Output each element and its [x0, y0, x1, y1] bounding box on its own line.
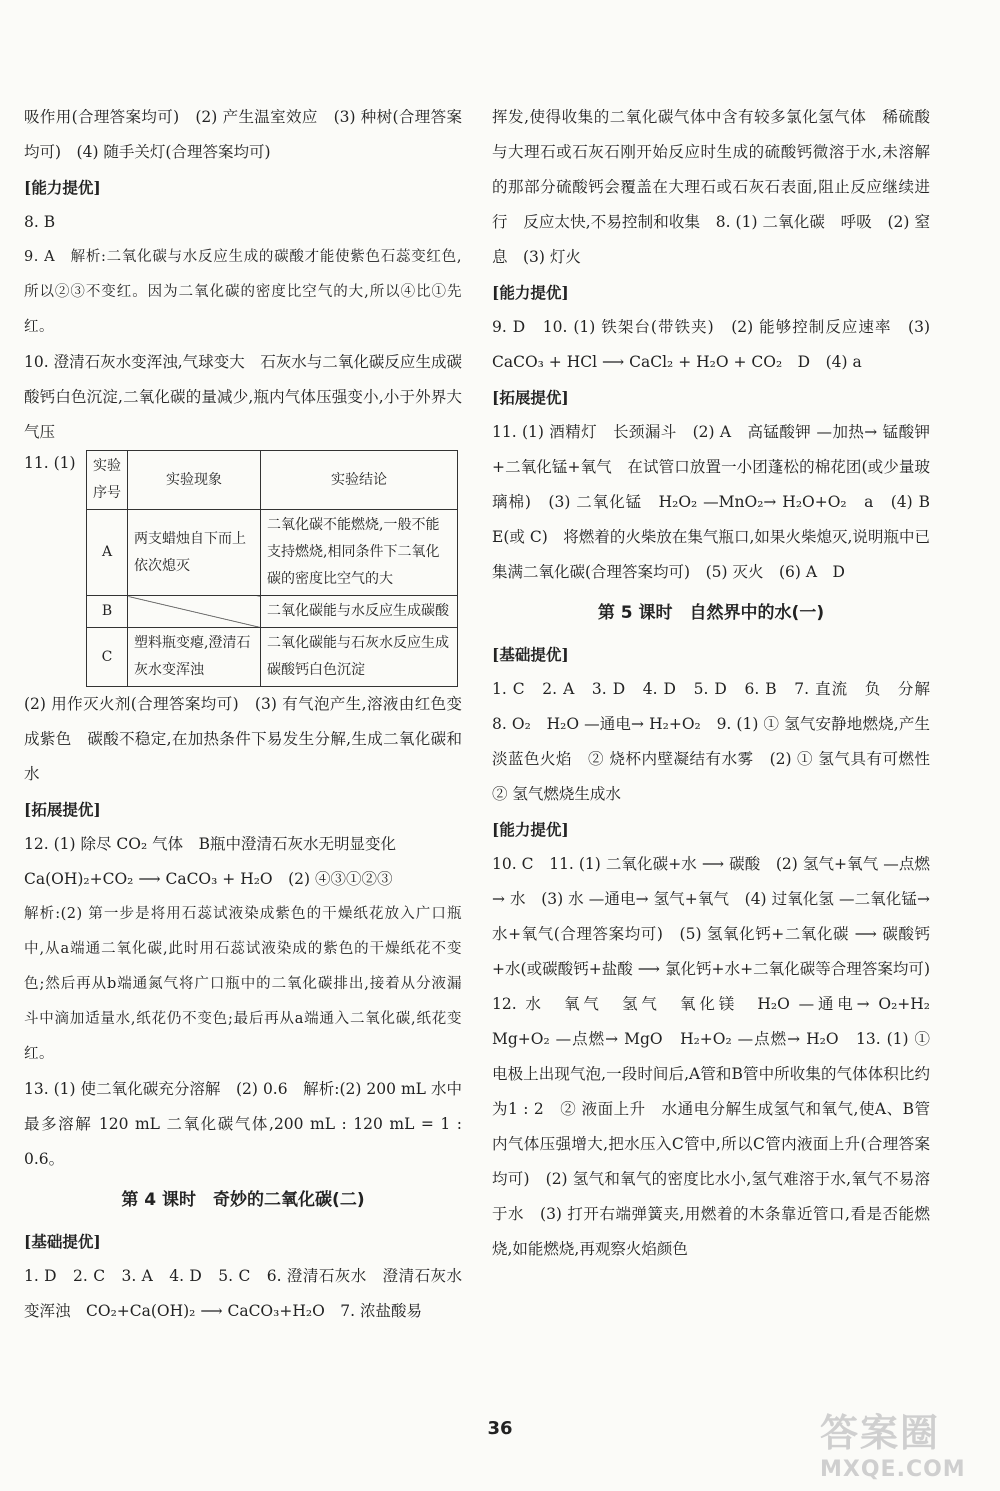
answer-text: 8. B	[24, 213, 56, 231]
section-heading: [拓展提优]	[24, 800, 101, 819]
right-column	[492, 100, 946, 1267]
watermark-text: 答案圈	[820, 1411, 941, 1455]
table-row	[87, 510, 458, 596]
table-cell: 两支蜡烛自下而上依次熄灭	[128, 510, 261, 596]
section-heading: [基础提优]	[24, 1232, 101, 1251]
table-cell: 塑料瓶变瘪,澄清石灰水变浑浊	[128, 628, 261, 687]
table-cell: 二氧化碳不能燃烧,一般不能支持燃烧,相同条件下二氧化碳的密度比空气的大	[261, 510, 458, 596]
section-heading: [能力提优]	[492, 283, 569, 302]
section-heading: [基础提优]	[492, 645, 569, 664]
answer-text: 10. 澄清石灰水变浑浊,气球变大 石灰水与二氧化碳反应生成碳酸钙白色沉淀,二氧化碳的量减少,瓶内气体压强变小,小于外界大气压	[24, 353, 462, 441]
answer-text: 9. D 10. (1) 铁架台(带铁夹) (2) 能够控制反应速率 (3) CaCO₃ + HCl ⟶ CaCl₂ + H₂O + CO₂ D (4) a	[492, 318, 930, 371]
experiment-table	[86, 450, 458, 687]
answer-text: 吸作用(合理答案均可) (2) 产生温室效应 (3) 种树(合理答案均可) (4) 随手关灯(合理答案均可)	[24, 108, 462, 161]
answer-text: Ca(OH)₂+CO₂ ⟶ CaCO₃ + H₂O (2) ④③①②③	[24, 870, 393, 888]
page-number: 36	[487, 1418, 513, 1439]
lesson-heading: 第 4 课时 奇妙的二氧化碳(二)	[121, 1190, 365, 1210]
answer-text: 11. (1) 酒精灯 长颈漏斗 (2) A 高锰酸钾 —加热→ 锰酸钾+二氧化锰+氧气 在试管口放置一小团蓬松的棉花团(或少量玻璃棉) (3) 二氧化锰 H₂O₂ —MnO₂→ H₂O+O₂ a (4) B E(或 C) 将燃着的火柴放在集气瓶口,如果火柴熄灭,说明瓶中已集满二氧化碳(合理答案均可) (5) 灭火 (6) A D	[492, 423, 946, 581]
table-cell: B	[87, 596, 128, 628]
lesson-heading: 第 5 课时 自然界中的水(一)	[597, 603, 825, 623]
table-cell-empty	[128, 596, 261, 628]
table-header-cell: 实验序号	[87, 451, 128, 510]
answer-text: 9. A 解析:二氧化碳与水反应生成的碳酸才能使紫色石蕊变红色,所以②③不变红。因为二氧化碳的密度比空气的大,所以④比①先红。	[24, 249, 462, 335]
answer-text: 13. (1) 使二氧化碳充分溶解 (2) 0.6 解析:(2) 200 mL 水中最多溶解 120 mL 二氧化碳气体,200 mL : 120 mL = 1 : 0.6。	[24, 1080, 462, 1168]
analysis-text: 解析:(2) 第一步是将用石蕊试液染成紫色的干燥纸花放入广口瓶中,从a端通二氧化碳,此时用石蕊试液染成的紫色的干燥纸花不变色;然后再从b端通氮气将广口瓶中的二氧化碳排出,接着从分液漏斗中滴加适量水,纸花仍不变色;最后再从a端通入二氧化碳,纸花变红。	[24, 906, 462, 1062]
answer-text: (2) 用作灭火剂(合理答案均可) (3) 有气泡产生,溶液由红色变成紫色 碳酸不稳定,在加热条件下易发生分解,生成二氧化碳和水	[24, 695, 462, 783]
watermark-logo	[820, 1402, 990, 1482]
question-11-block	[24, 450, 462, 687]
section-heading: [能力提优]	[24, 178, 101, 197]
section-heading: [能力提优]	[492, 820, 569, 839]
watermark-url: MXQE.COM	[820, 1457, 966, 1482]
answer-text: 1. D 2. C 3. A 4. D 5. C 6. 澄清石灰水 澄清石灰水变浑浊 CO₂+Ca(OH)₂ ⟶ CaCO₃+H₂O 7. 浓盐酸易	[24, 1267, 462, 1320]
table-header-cell: 实验现象	[128, 451, 261, 510]
answer-text: 1. C 2. A 3. D 4. D 5. D 6. B 7. 直流 负 分解 8. O₂ H₂O —通电→ H₂+O₂ 9. (1) ① 氢气安静地燃烧,产生淡蓝色火焰 ② 烧杯内壁凝结有水雾 (2) ① 氢气具有可燃性 ② 氢气燃烧生成水	[492, 680, 946, 803]
question-label: 11. (1)	[24, 454, 76, 472]
answer-text: 12. (1) 除尽 CO₂ 气体 B瓶中澄清石灰水无明显变化	[24, 835, 396, 853]
table-row	[87, 596, 458, 628]
answer-text: 挥发,使得收集的二氧化碳气体中含有较多氯化氢气体 稀硫酸与大理石或石灰石刚开始反应时生成的硫酸钙微溶于水,未溶解的那部分硫酸钙会覆盖在大理石或石灰石表面,阻止反应继续进行 反应太快,不易控制和收集 8. (1) 二氧化碳 呼吸 (2) 窒息 (3) 灯火	[492, 108, 930, 266]
table-row	[87, 451, 458, 510]
left-column	[24, 100, 462, 1329]
section-heading: [拓展提优]	[492, 388, 569, 407]
table-header-cell: 实验结论	[261, 451, 458, 510]
table-cell: 二氧化碳能与水反应生成碳酸	[261, 596, 458, 628]
table-cell: 二氧化碳能与石灰水反应生成碳酸钙白色沉淀	[261, 628, 458, 687]
table-cell: C	[87, 628, 128, 687]
table-row	[87, 628, 458, 687]
answer-text: 10. C 11. (1) 二氧化碳+水 ⟶ 碳酸 (2) 氢气+氧气 —点燃→ 水 (3) 水 —通电→ 氢气+氧气 (4) 过氧化氢 —二氧化锰→ 水+氧气(合理答案均可) (5) 氢氧化钙+二氧化碳 ⟶ 碳酸钙+水(或碳酸钙+盐酸 ⟶ 氯化钙+水+二氧化碳等合理答案均可) 12. 水 氧气 氢气 氧化镁 H₂O —通电→ O₂+H₂ Mg+O₂ —点燃→ MgO H₂+O₂ —点燃→ H₂O 13. (1) ① 电极上出现气泡,一段时间后,A管和B管中所收集的气体体积比约为1 : 2 ② 液面上升 水通电分解生成氢气和氧气,使A、B管内气体压强增大,把水压入C管中,所以C管内液面上升(合理答案均可) (2) 氢气和氧气的密度比水小,氢气难溶于水,氧气不易溶于水 (3) 打开右端弹簧夹,用燃着的木条靠近管口,看是否能燃烧,如能燃烧,再观察火焰颜色	[492, 855, 946, 1258]
table-cell: A	[87, 510, 128, 596]
